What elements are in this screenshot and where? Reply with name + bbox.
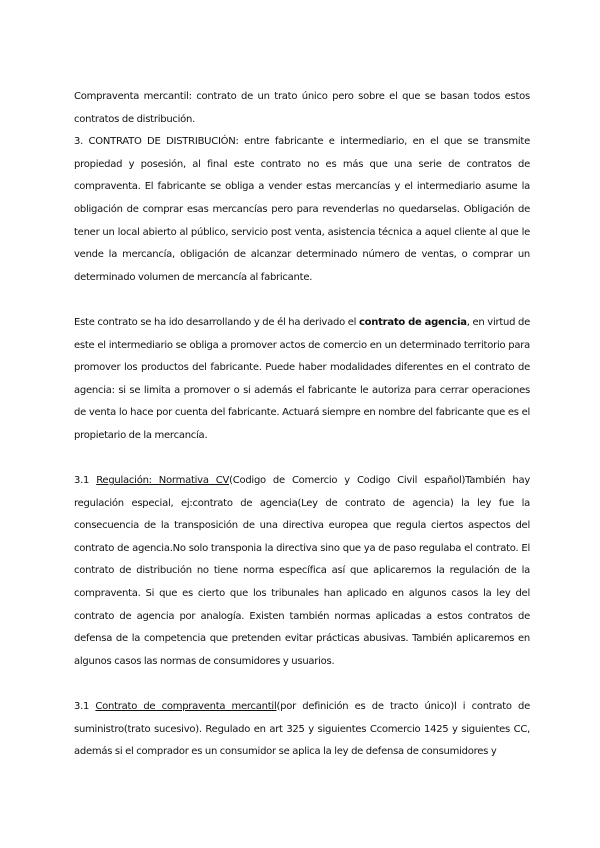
section-number: 3.1 [74,701,96,713]
paragraph-contrato-agencia [74,312,530,448]
text-run: , en virtud de este el intermediario se obliga a promover actos de comercio en un determinado territorio para promover los productos del fabricante. Puede haber modalidades diferentes en el contrato de agencia: si se limita a promover o si además el fabricante le autoriza para cerrar operaciones de venta lo hace por cuenta del fabricante. Actuará siempre en nombre del fabricante que es el propietario de la mercancía. [74,316,530,441]
document-page [74,86,530,764]
paragraph-spacer [74,673,530,696]
paragraph-spacer [74,289,530,312]
paragraph-compraventa-mercantil: Compraventa mercantil: contrato de un trato único pero sobre el que se basan todos estos contratos de distribución. [74,91,530,125]
bold-term-contrato-agencia: contrato de agencia [358,316,467,328]
section-heading-regulacion: Regulación: Normativa CV [96,475,230,487]
section-heading-compraventa: Contrato de compraventa mercantil [95,701,277,713]
text-run: (por definición es de tracto único)l i contrato de suministro(trato sucesivo). Regulado en art 325 y siguientes Ccomercio 1425 y siguientes CC, además si el comprador es un consumidor se aplica la ley de defensa de consumidores y [74,701,530,758]
paragraph-spacer [74,448,530,471]
paragraph-contrato-distribucion: 3. CONTRATO DE DISTRIBUCIÓN: entre fabricante e intermediario, en el que se transmite propiedad y posesión, al final este contrato no es más que una serie de contratos de compraventa. El fabricante se obliga a vender estas mercancías y el intermediario asume la obligación de comprar esas mercancías pero para revenderlas no quedarselas. Obligación de tener un local abierto al público, servicio post venta, asistencia técnica a aquel cliente al que le vende la mercancía, obligación de alcanzar determinado número de ventas, o comprar un determinado volumen de mercancía al fabricante. [74,136,530,283]
text-run: Este contrato se ha ido desarrollando y de él ha derivado el [74,316,359,328]
paragraph-compraventa [74,696,530,764]
text-run: (Codigo de Comercio y Codigo Civil español)También hay regulación especial, ej:contrato de agencia(Ley de contrato de agencia) la ley fue la consecuencia de la transposición de una directiva europea que regula ciertos aspectos del contrato de agencia.No solo transponia la directiva sino que ya de paso regulaba el contrato. El contrato de distribución no tiene norma específica así que aplicaremos la regulación de la compraventa. Si que es cierto que los tribunales han aplicado en algunos casos la ley del contrato de agencia por analogía. Existen también normas aplicadas a estos contratos de defensa de la competencia que pretenden evitar prácticas abusivas. También aplicaremos en algunos casos las normas de consumidores y usuarios. [74,475,530,667]
section-number: 3.1 [74,475,97,487]
paragraph-regulacion [74,470,530,673]
